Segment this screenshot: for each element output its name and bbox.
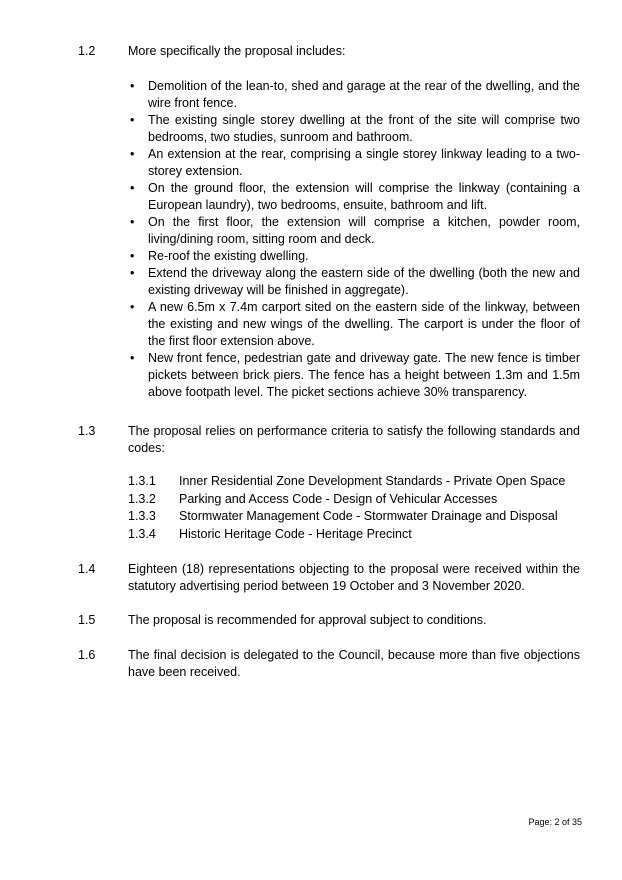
bullet-item: • Extend the driveway along the eastern side of the dwelling (both the new and existing driveway will be finished in aggregate). bbox=[128, 265, 580, 299]
section-text: The final decision is delegated to the Council, because more than five objections have been received. bbox=[128, 648, 580, 679]
code-number: 1.3.3 bbox=[128, 509, 156, 523]
bullet-item: • Demolition of the lean-to, shed and garage at the rear of the dwelling, and the wire front fence. bbox=[128, 78, 580, 112]
section-intro: More specifically the proposal includes: bbox=[128, 44, 346, 58]
code-number: 1.3.2 bbox=[128, 491, 156, 506]
page-number-footer: Page: 2 of 35 bbox=[528, 817, 582, 827]
code-number: 1.3.4 bbox=[128, 526, 156, 541]
code-number: 1.3.1 bbox=[128, 474, 156, 488]
bullet-item: • On the ground floor, the extension will comprise the linkway (containing a European laundry), two bedrooms, ensuite, bathroom and lift. bbox=[128, 180, 580, 214]
bullet-item: • A new 6.5m x 7.4m carport sited on the eastern side of the linkway, between the existing and new wings of the dwelling. The carport is under the floor of the first floor extension above. bbox=[128, 299, 580, 350]
code-text: Stormwater Management Code - Stormwater Drainage and Disposal bbox=[179, 509, 558, 523]
bullet-item: • New front fence, pedestrian gate and driveway gate. The new fence is timber pickets between brick piers. The fence has a height between 1.3m and 1.5m above footpath level. The picket sections achieve 30% transparency. bbox=[128, 350, 580, 401]
section-text: The proposal is recommended for approval subject to conditions. bbox=[128, 613, 487, 627]
section-number: 1.6 bbox=[78, 648, 96, 662]
bullet-item: • An extension at the rear, comprising a single storey linkway leading to a two-storey extension. bbox=[128, 146, 580, 180]
code-text: Inner Residential Zone Development Standards - Private Open Space bbox=[179, 474, 566, 488]
section-intro: The proposal relies on performance criteria to satisfy the following standards and codes: bbox=[128, 424, 580, 455]
code-text: Historic Heritage Code - Heritage Precinct bbox=[179, 526, 412, 541]
section-number: 1.4 bbox=[78, 562, 96, 576]
code-text: Parking and Access Code - Design of Vehicular Accesses bbox=[179, 491, 498, 506]
bullet-item: • The existing single storey dwelling at the front of the site will comprise two bedrooms, two studies, sunroom and bathroom. bbox=[128, 112, 580, 146]
code-item bbox=[128, 508, 580, 526]
section-number: 1.2 bbox=[78, 44, 96, 58]
section-number: 1.5 bbox=[78, 613, 96, 627]
bullet-item: • On the first floor, the extension will comprise a kitchen, powder room, living/dining room, sitting room and deck. bbox=[128, 214, 580, 248]
codes-list bbox=[128, 473, 580, 543]
section-text: Eighteen (18) representations objecting to the proposal were received within the statutory advertising period between 19 October and 3 November 2020. bbox=[128, 562, 580, 593]
code-item bbox=[128, 473, 580, 491]
bullet-item: • Re-roof the existing dwelling. bbox=[128, 248, 580, 265]
code-item bbox=[128, 491, 580, 509]
code-item bbox=[128, 526, 580, 544]
proposal-bullet-list bbox=[128, 78, 580, 401]
section-number: 1.3 bbox=[78, 424, 96, 438]
